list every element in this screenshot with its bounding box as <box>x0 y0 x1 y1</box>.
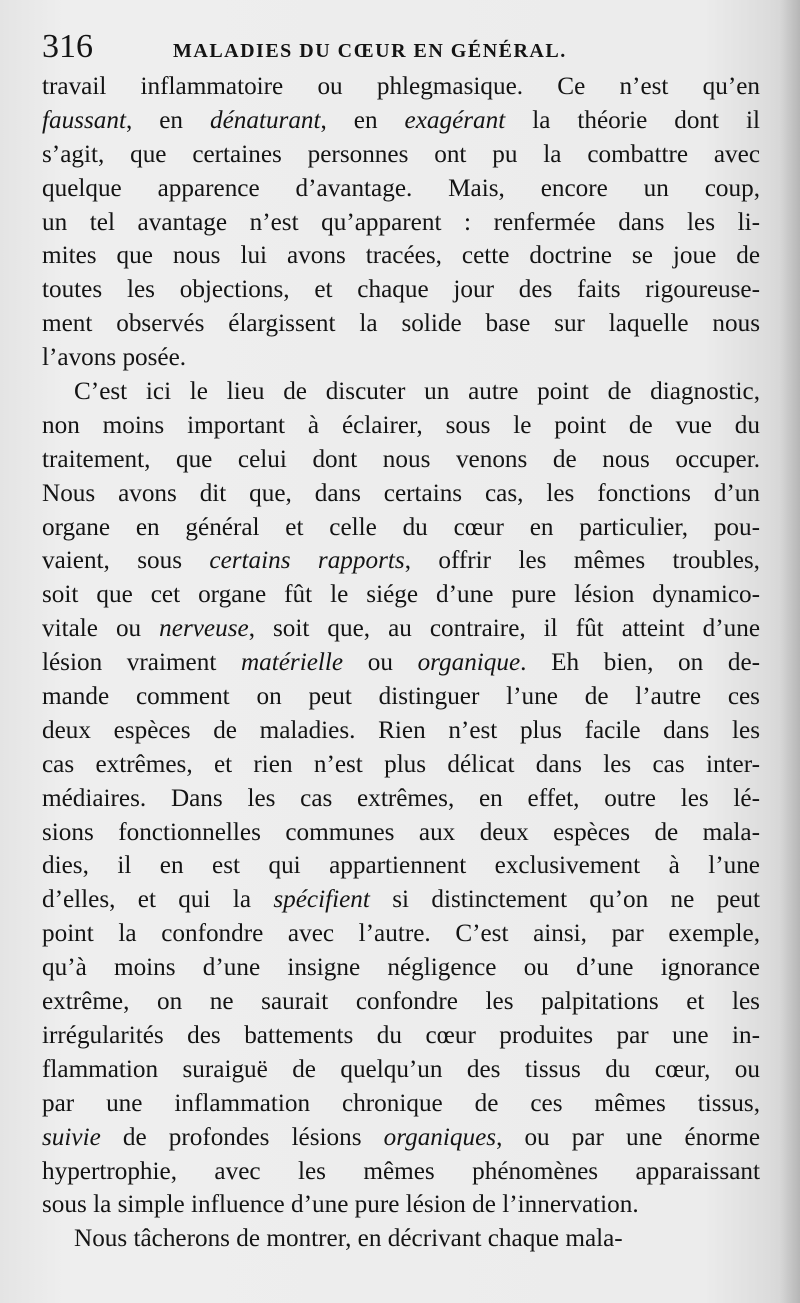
text-line <box>42 748 760 782</box>
text-line <box>42 409 760 443</box>
text-segment: , soit que, au contraire, il fût atteint d’une <box>248 615 760 643</box>
italic-text: dénaturant <box>209 106 321 134</box>
text-line <box>42 1222 760 1256</box>
text-segment: d’elles, et qui la <box>42 886 274 914</box>
text-line <box>42 680 760 714</box>
text-line <box>42 239 760 273</box>
text-line <box>42 578 760 612</box>
text-segment: point la confondre avec l’autre. C’est ainsi, par exemple, <box>42 920 760 948</box>
text-segment: travail inflammatoire ou phlegmasique. Ce n’est qu’en <box>42 73 760 100</box>
text-segment: cas extrêmes, et rien n’est plus délicat dans les cas inter- <box>42 750 760 778</box>
italic-text: spécifient <box>273 886 370 914</box>
text-line <box>42 104 760 138</box>
text-line <box>42 544 760 578</box>
italic-text: suivie <box>42 1123 101 1151</box>
text-line <box>42 206 760 240</box>
text-segment: lésion vraiment <box>42 649 241 677</box>
text-line <box>42 1155 760 1189</box>
text-segment: quelque apparence d’avantage. Mais, encore un coup, <box>42 174 760 202</box>
text-segment: irrégularités des battements du cœur produites par une in- <box>42 1021 760 1049</box>
text-line <box>42 1019 760 1053</box>
text-segment: vaient, sous <box>42 547 210 575</box>
text-segment: Nous tâcherons de montrer, en décrivant chaque mala- <box>74 1225 623 1253</box>
text-line <box>42 1188 760 1222</box>
text-line <box>42 612 760 646</box>
text-segment: , en <box>320 106 405 134</box>
text-line <box>42 1087 760 1121</box>
text-segment: si distinctement qu’on ne peut <box>369 886 760 914</box>
text-line <box>42 714 760 748</box>
page-number: 316 <box>42 28 93 65</box>
text-segment: médiaires. Dans les cas extrêmes, en effet, outre les lé- <box>42 784 760 812</box>
text-segment: un tel avantage n’est qu’apparent : renfermée dans les li- <box>42 208 760 236</box>
text-line <box>42 883 760 917</box>
text-segment: , offrir les mêmes troubles, <box>404 547 760 575</box>
text-line <box>42 646 760 680</box>
text-segment: hypertrophie, avec les mêmes phénomènes apparaissant <box>42 1157 760 1185</box>
text-segment: l’avons posée. <box>42 344 187 372</box>
page-edge-shadow <box>780 0 800 1303</box>
italic-text: organiques <box>383 1123 497 1151</box>
text-line <box>42 917 760 951</box>
running-head <box>42 28 760 68</box>
text-segment: mites que nous lui avons tracées, cette doctrine se joue de <box>42 242 760 270</box>
text-segment: dies, il en est qui appartiennent exclusivement à l’une <box>42 852 760 880</box>
text-segment: vitale ou <box>42 615 160 643</box>
text-segment: mande comment on peut distinguer l’une de l’autre ces <box>42 683 760 711</box>
text-segment: , en <box>125 106 210 134</box>
text-line <box>42 849 760 883</box>
text-segment: C’est ici le lieu de discuter un autre point de diagnostic, <box>74 378 760 406</box>
text-segment: de profondes lésions <box>100 1123 384 1151</box>
text-segment: ou <box>343 649 418 677</box>
text-segment: non moins important à éclairer, sous le point de vue du <box>42 411 760 439</box>
text-line <box>42 782 760 816</box>
text-line <box>42 511 760 545</box>
italic-text: nerveuse <box>159 615 249 643</box>
body-text <box>42 70 760 1256</box>
text-segment: toutes les objections, et chaque jour des faits rigoureuse- <box>42 276 760 304</box>
text-segment: traitement, que celui dont nous venons de nous occuper. <box>42 445 760 473</box>
text-line <box>42 816 760 850</box>
text-line <box>42 138 760 172</box>
text-segment: , ou par une énorme <box>496 1123 760 1151</box>
italic-text: exagérant <box>404 106 506 134</box>
text-line <box>42 443 760 477</box>
running-title: MALADIES DU CŒUR EN GÉNÉRAL. <box>173 40 567 62</box>
italic-text: matérielle <box>240 649 344 677</box>
text-line <box>42 172 760 206</box>
text-line <box>42 1053 760 1087</box>
italic-text: faussant <box>42 106 126 134</box>
italic-text: certains rapports <box>209 547 405 575</box>
text-segment: sions fonctionnelles communes aux deux espèces de mala- <box>42 818 760 846</box>
text-segment: qu’à moins d’une insigne négligence ou d’une ignorance <box>42 954 760 982</box>
text-segment: sous la simple influence d’une pure lésion de l’innervation. <box>42 1191 639 1219</box>
text-line <box>42 375 760 409</box>
italic-text: organique <box>417 649 521 677</box>
text-line <box>42 273 760 307</box>
text-segment: Nous avons dit que, dans certains cas, les fonctions d’un <box>42 479 760 507</box>
text-line <box>42 477 760 511</box>
text-line <box>42 1121 760 1155</box>
text-line <box>42 985 760 1019</box>
text-segment: par une inflammation chronique de ces mêmes tissus, <box>42 1089 760 1117</box>
text-segment: s’agit, que certaines personnes ont pu la combattre avec <box>42 140 760 168</box>
text-segment: extrême, on ne saurait confondre les palpitations et les <box>42 988 760 1016</box>
text-line <box>42 341 760 375</box>
text-segment: flammation suraiguë de quelqu’un des tissus du cœur, ou <box>42 1055 760 1083</box>
text-segment: ment observés élargissent la solide base sur laquelle nous <box>42 310 760 338</box>
text-segment: deux espèces de maladies. Rien n’est plus facile dans les <box>42 716 760 744</box>
text-segment: la théorie dont il <box>505 106 760 134</box>
text-line <box>42 307 760 341</box>
text-segment: soit que cet organe fût le siége d’une pure lésion dynamico- <box>42 581 760 609</box>
text-line <box>42 70 760 104</box>
text-segment: organe en général et celle du cœur en particulier, pou- <box>42 513 760 541</box>
text-line <box>42 951 760 985</box>
text-segment: . Eh bien, on de- <box>520 649 761 677</box>
